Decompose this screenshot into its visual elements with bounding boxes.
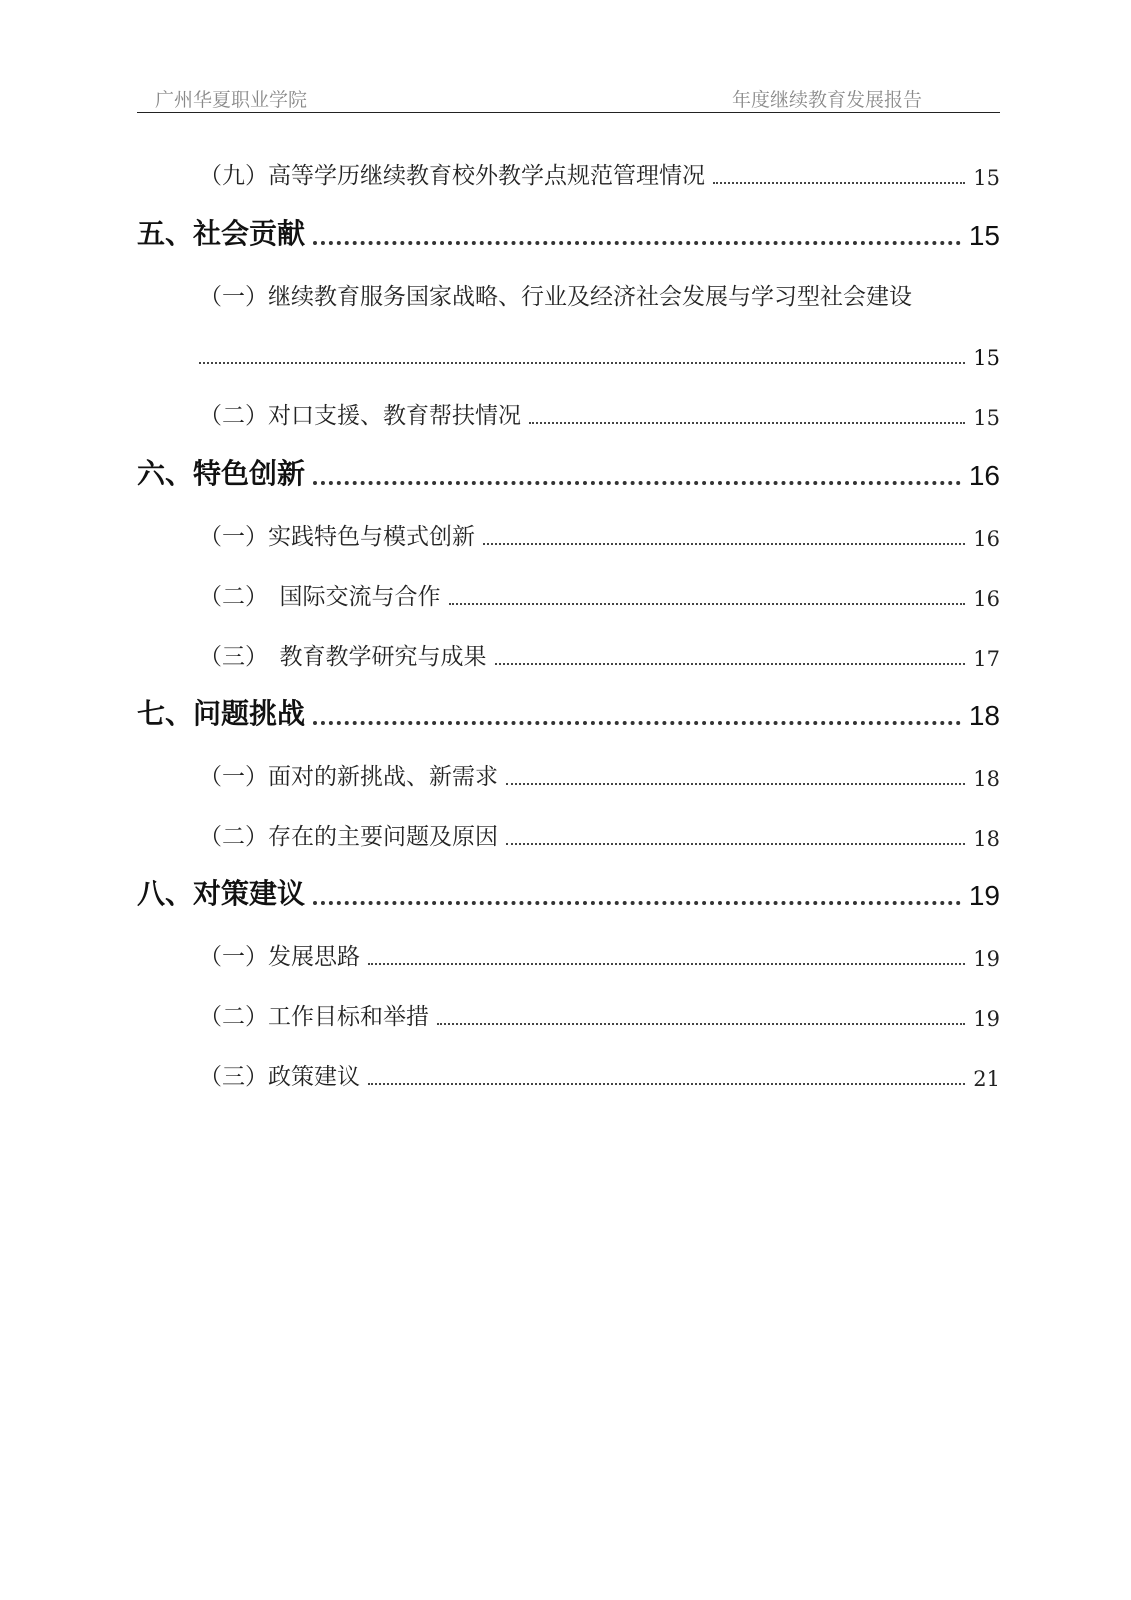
toc-entry-page: 21 — [973, 1067, 1000, 1091]
toc-leader-dots — [313, 481, 961, 485]
toc-leader-dots — [506, 783, 965, 785]
toc-entry[interactable] — [199, 811, 1000, 851]
toc-entry-page: 16 — [973, 527, 1000, 551]
toc-entry[interactable] — [199, 751, 1000, 791]
toc-entry-title: （三）政策建议 — [199, 1064, 360, 1090]
toc-leader-dots — [437, 1023, 965, 1025]
toc-leader-dots — [313, 901, 961, 905]
toc-leader-dots — [483, 543, 965, 545]
toc-entry-title: （一）发展思路 — [199, 944, 360, 970]
toc-entry-title: （二）存在的主要问题及原因 — [199, 824, 498, 850]
toc-entry[interactable] — [199, 991, 1000, 1031]
toc-leader-dots — [495, 663, 966, 665]
toc-chapter-page: 19 — [968, 880, 1000, 911]
toc-entry-title: （二）工作目标和举措 — [199, 1004, 429, 1030]
toc-entry-title: （二） 国际交流与合作 — [199, 584, 441, 610]
toc-leader-dots — [368, 1083, 965, 1085]
toc-entry-page: 17 — [973, 647, 1000, 671]
toc-entry-page: 18 — [973, 767, 1000, 791]
toc-chapter-title: 八、对策建议 — [137, 877, 306, 910]
toc-entry-page: 19 — [973, 1007, 1000, 1031]
toc-entry[interactable] — [199, 931, 1000, 971]
toc-entry-page: 15 — [973, 406, 1000, 430]
toc-chapter-title: 六、特色创新 — [137, 457, 306, 490]
toc-entry-page: 18 — [973, 827, 1000, 851]
toc-entry[interactable] — [199, 631, 1000, 671]
toc-leader-dots — [199, 362, 965, 364]
toc-chapter-page: 15 — [968, 220, 1000, 251]
header-school-name: 广州华夏职业学院 — [155, 89, 308, 111]
toc-chapter[interactable] — [137, 212, 1000, 252]
toc-chapter-page: 18 — [968, 700, 1000, 731]
toc-entry-page: 16 — [973, 587, 1000, 611]
toc-leader-dots — [713, 182, 965, 184]
toc-entry-title: （一）实践特色与模式创新 — [199, 524, 475, 550]
toc-entry[interactable] — [199, 571, 1000, 611]
toc-entry-title: （九）高等学历继续教育校外教学点规范管理情况 — [199, 163, 705, 189]
toc-leader-dots — [506, 843, 965, 845]
toc-chapter[interactable] — [137, 692, 1000, 732]
toc-entry-page: 19 — [973, 947, 1000, 971]
page-header — [137, 76, 1000, 113]
toc-leader-dots — [313, 241, 961, 245]
header-report-title: 年度继续教育发展报告 — [731, 89, 922, 111]
toc-entry-title: （三） 教育教学研究与成果 — [199, 644, 487, 670]
toc-chapter-title: 七、问题挑战 — [137, 697, 306, 730]
toc-chapter-page: 16 — [968, 460, 1000, 491]
toc-leader-dots — [529, 422, 965, 424]
toc-entry-page: 15 — [973, 346, 1000, 370]
toc-chapter-title: 五、社会贡献 — [137, 217, 306, 250]
toc-entry-title: （一）面对的新挑战、新需求 — [199, 764, 498, 790]
toc-leader-dots — [313, 721, 961, 725]
toc-leader-dots — [368, 963, 965, 965]
toc-entry[interactable] — [199, 271, 1000, 311]
toc-entry[interactable] — [199, 150, 1000, 190]
toc-entry-continuation[interactable] — [199, 330, 1000, 370]
toc-chapter[interactable] — [137, 452, 1000, 492]
toc-entry[interactable] — [199, 1051, 1000, 1091]
toc-entry[interactable] — [199, 390, 1000, 430]
toc-chapter[interactable] — [137, 872, 1000, 912]
toc-entry-page: 15 — [973, 166, 1000, 190]
toc-entry-title: （二）对口支援、教育帮扶情况 — [199, 403, 521, 429]
toc-entry-title: （一）继续教育服务国家战略、行业及经济社会发展与学习型社会建设 — [199, 284, 912, 310]
toc-leader-dots — [449, 603, 966, 605]
toc-entry[interactable] — [199, 511, 1000, 551]
